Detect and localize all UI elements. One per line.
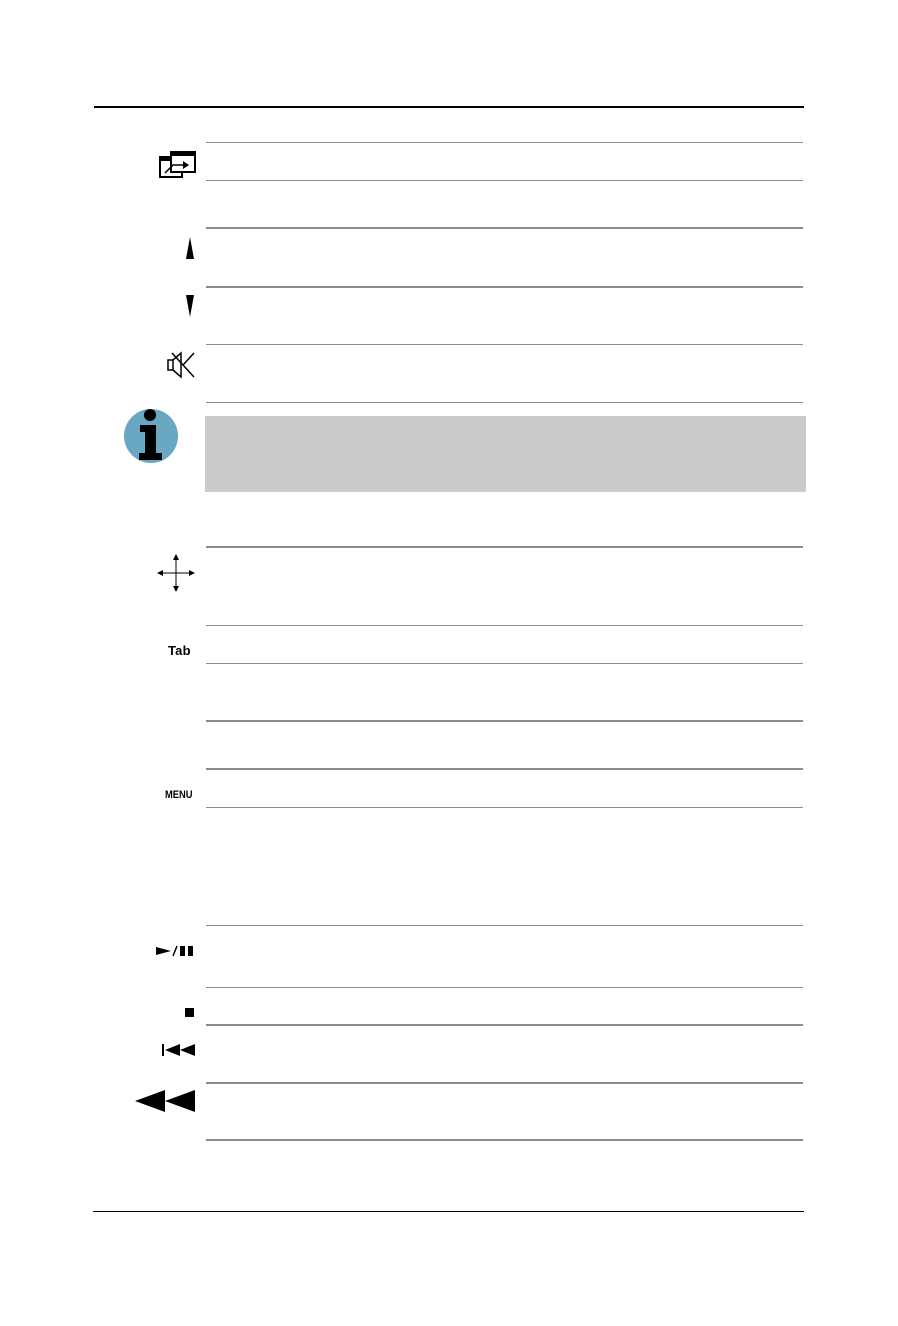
table-line xyxy=(206,663,803,664)
table-line xyxy=(206,227,803,229)
cursor-arrows-icon xyxy=(157,554,195,592)
table-line xyxy=(206,344,803,345)
table-line xyxy=(206,180,803,181)
table-line xyxy=(206,1139,803,1141)
table-line xyxy=(206,925,803,926)
rewind-icon xyxy=(135,1090,196,1112)
tab-key-label: Tab xyxy=(168,643,191,658)
table-line xyxy=(206,546,803,548)
stop-icon xyxy=(185,1008,194,1017)
previous-track-icon xyxy=(162,1044,196,1056)
play-pause-icon xyxy=(155,944,197,958)
table-line xyxy=(206,625,803,626)
footer-rule xyxy=(93,1211,804,1212)
table-line xyxy=(206,768,803,770)
table-line xyxy=(206,720,803,722)
table-line xyxy=(206,142,803,143)
info-icon xyxy=(122,407,180,465)
header-rule xyxy=(94,106,804,108)
table-line xyxy=(206,807,803,808)
volume-up-icon xyxy=(185,237,195,259)
menu-key-label: MENU xyxy=(165,789,193,801)
volume-down-icon xyxy=(185,295,195,317)
table-line xyxy=(206,286,803,288)
table-line xyxy=(206,987,803,988)
table-line xyxy=(206,1024,803,1026)
table-line xyxy=(206,1082,803,1084)
note-box xyxy=(205,416,806,492)
mute-icon xyxy=(166,351,196,379)
table-line xyxy=(206,402,803,403)
display-switch-icon xyxy=(159,151,197,179)
